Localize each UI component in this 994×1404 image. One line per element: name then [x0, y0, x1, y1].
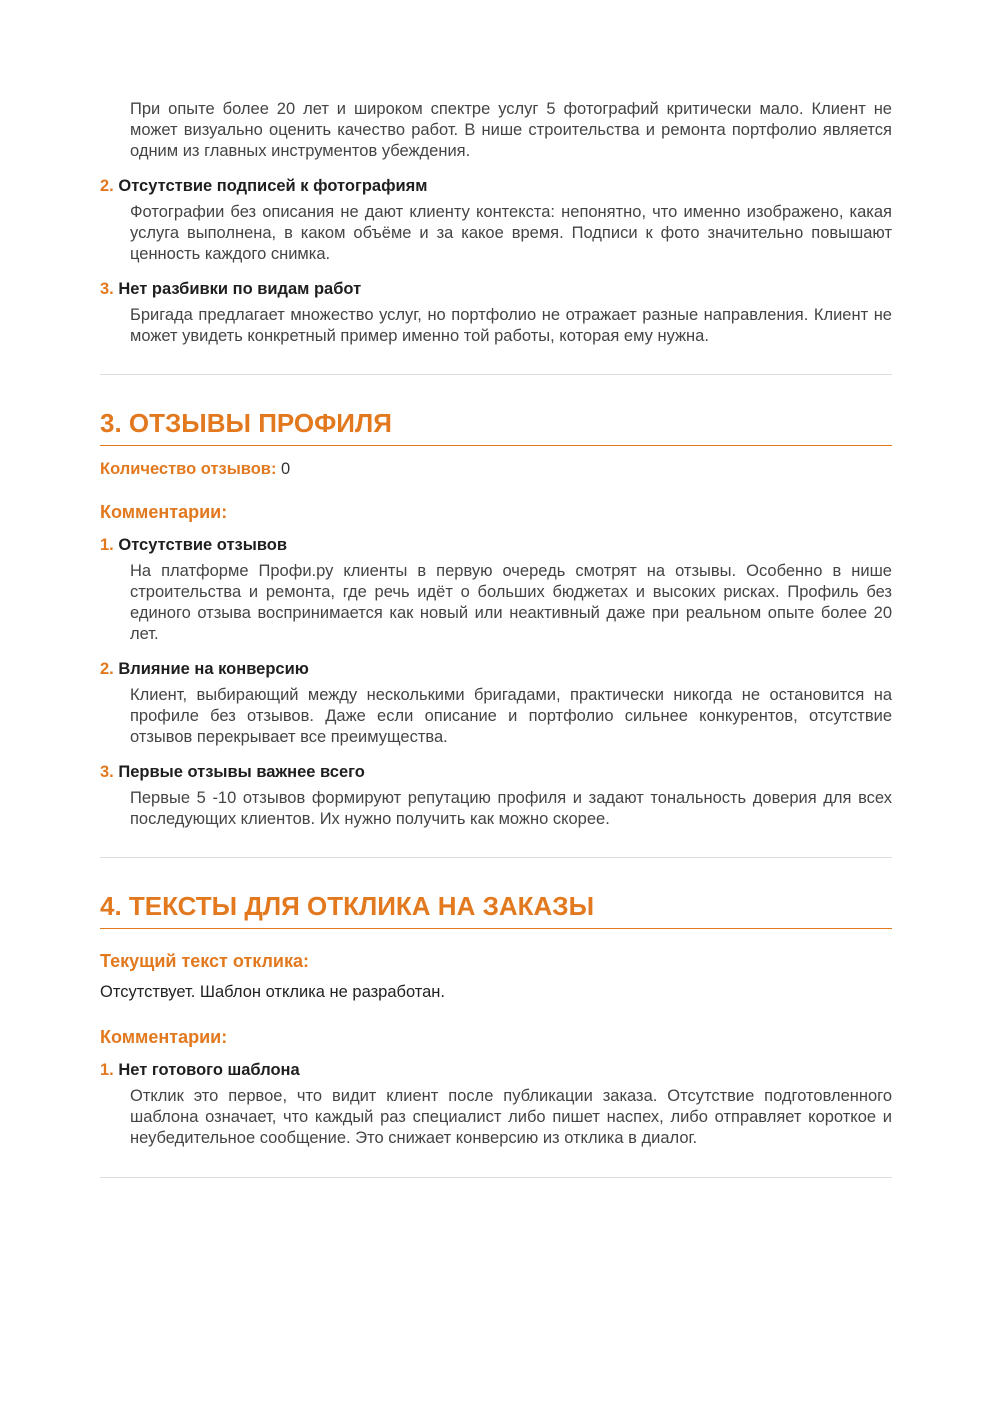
- reviews-item-3: [100, 761, 892, 830]
- item-title: Первые отзывы важнее всего: [118, 763, 365, 781]
- portfolio-item-3: [100, 278, 892, 347]
- item-title: Отсутствие подписей к фотографиям: [118, 177, 428, 195]
- reviews-count-label: Количество отзывов:: [100, 460, 277, 478]
- responses-item-1: [100, 1059, 892, 1149]
- item-heading: [100, 175, 892, 197]
- reviews-item-1: [100, 534, 892, 645]
- reviews-count-value: 0: [281, 460, 291, 478]
- item-heading: [100, 658, 892, 680]
- comments-heading: Комментарии:: [100, 502, 228, 522]
- item-number: 3.: [100, 280, 114, 298]
- reviews-count: [100, 458, 892, 480]
- item-text: Клиент, выбирающий между несколькими бригадами, практически никогда не остановится на профиле без отзывов. Даже если описание и портфолио сильнее конкурентов, отсутствие отзывов перекрывает все преимущества.: [130, 686, 892, 746]
- item-heading: [100, 534, 892, 556]
- item-title: Нет разбивки по видам работ: [118, 280, 362, 298]
- item-number: 1.: [100, 536, 114, 554]
- item-number: 2.: [100, 660, 114, 678]
- item-number: 3.: [100, 763, 114, 781]
- portfolio-item-2: [100, 175, 892, 265]
- current-response-value: Отсутствует. Шаблон отклика не разработан.: [100, 983, 446, 1001]
- section-divider: [100, 1177, 892, 1178]
- item-text: Первые 5 -10 отзывов формируют репутацию профиля и задают тональность доверия для всех последующих клиентов. Их нужно получить как можно скорее.: [130, 789, 892, 828]
- document-content: [100, 99, 892, 1178]
- item-number: 1.: [100, 1061, 114, 1079]
- item-heading: [100, 278, 892, 300]
- section-title-responses: 4. ТЕКСТЫ ДЛЯ ОТКЛИКА НА ЗАКАЗЫ: [100, 888, 892, 929]
- item-text: На платформе Профи.ру клиенты в первую очередь смотрят на отзывы. Особенно в нише строительства и ремонта, где речь идёт о больших бюджетах и высоких рисках. Профиль без единого отзыва воспринимается как новый или неактивный даже при реальном опыте более 20 лет.: [130, 562, 892, 643]
- item-text: При опыте более 20 лет и широком спектре услуг 5 фотографий критически мало. Клиент не может визуально оценить качество работ. В нише строительства и ремонта портфолио является одним из главных инструментов убеждения.: [130, 100, 892, 160]
- item-title: Влияние на конверсию: [118, 660, 309, 678]
- section-divider: [100, 857, 892, 858]
- reviews-item-2: [100, 658, 892, 748]
- section-divider: [100, 374, 892, 375]
- item-heading: [100, 1059, 892, 1081]
- item-number: 2.: [100, 177, 114, 195]
- item-title: Нет готового шаблона: [118, 1061, 300, 1079]
- portfolio-item-1-continuation: [100, 99, 892, 162]
- item-text: Отклик это первое, что видит клиент после публикации заказа. Отсутствие подготовленного шаблона означает, что каждый раз специалист либо пишет наспех, либо отправляет короткое и неубедительное сообщение. Это снижает конверсию из отклика в диалог.: [130, 1087, 892, 1147]
- section-title-reviews: 3. ОТЗЫВЫ ПРОФИЛЯ: [100, 405, 892, 446]
- item-text: Бригада предлагает множество услуг, но портфолио не отражает разные направления. Клиент не может увидеть конкретный пример именно той работы, которая ему нужна.: [130, 306, 892, 345]
- comments-heading: Комментарии:: [100, 1027, 228, 1047]
- item-heading: [100, 761, 892, 783]
- current-response-heading: Текущий текст отклика:: [100, 951, 309, 971]
- item-title: Отсутствие отзывов: [118, 536, 287, 554]
- item-text: Фотографии без описания не дают клиенту контекста: непонятно, что именно изображено, какая услуга выполнена, в каком объёме и за какое время. Подписи к фото значительно повышают ценность каждого снимка.: [130, 203, 892, 263]
